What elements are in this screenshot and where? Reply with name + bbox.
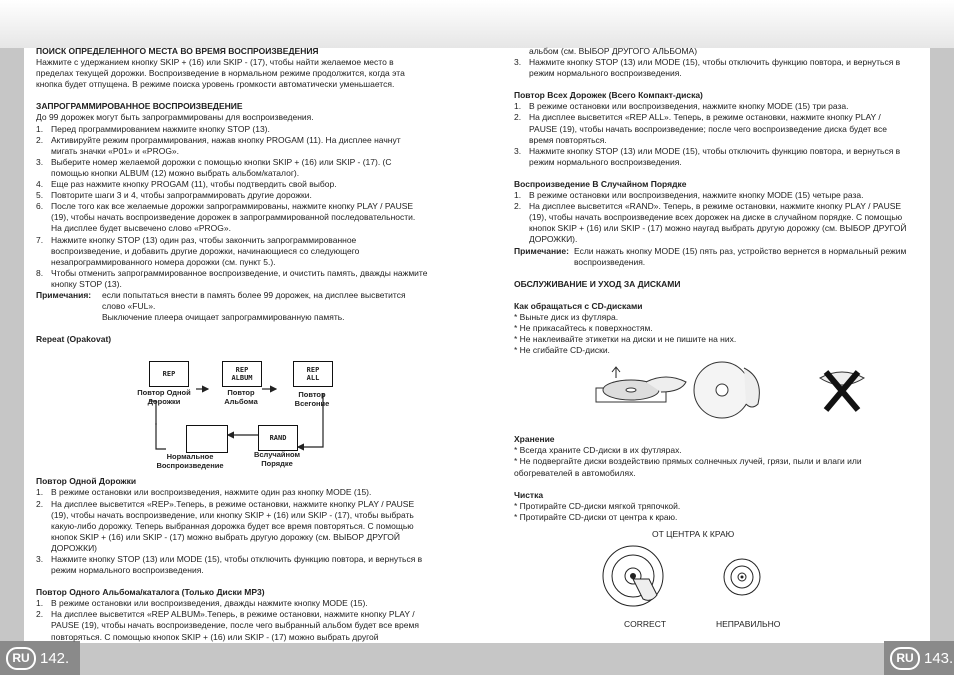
page-header-band [0, 0, 954, 48]
list-item [36, 235, 428, 268]
handling-title: Как обращаться с CD-дисками [514, 300, 643, 311]
list-item [36, 179, 428, 190]
list-item [514, 57, 910, 79]
storage-list [514, 445, 910, 478]
note-label: Примечание: [514, 245, 569, 256]
repeat-all-steps [514, 101, 910, 168]
storage-title: Хранение [514, 434, 555, 445]
item-number: 1. [36, 123, 44, 134]
list-item [514, 146, 910, 168]
list-item [36, 487, 428, 498]
page-number-left [0, 641, 80, 675]
random-note [514, 246, 910, 268]
cleaning-illustration [514, 523, 910, 635]
item-text: На дисплее высветится «REP ALBUM».Теперь, в режиме остановки, нажмите кнопку PLAY / PAUSE (19), чтобы начать воспроизведение, после чего выбранный альбом будет все время повторяться. С помощью кнопок SKIP + (16) или SKIP - (17) можно выбрать другой [51, 609, 419, 642]
handling-list [514, 312, 910, 356]
section-title-repeat-album: Повтор Одного Альбома/каталога (Только Диски MP3) [36, 587, 265, 598]
item-number: 2. [36, 134, 44, 145]
item-text: Выберите номер желаемой дорожки с помощью кнопки SKIP + (16) или SKIP - (17). (С помощью кнопки ALBUM (12) можно выбрать альбом/каталог). [51, 156, 392, 178]
language-badge: RU [6, 647, 36, 670]
item-number: 2. [514, 201, 522, 212]
label-repeat-one: Повтор Одной Дорожки [137, 388, 191, 407]
disc-held-edge-image [682, 358, 772, 422]
search-text: Нажмите с удержанием кнопку SKIP + (16) или SKIP - (17), чтобы найти желаемое место в пределах текущей дорожки. Воспроизведение в нормальном режиме продолжится, когда эта кнопка будет отпущена. В режиме поиска уровень громкости автоматически уменьшается. [36, 57, 405, 90]
list-item [36, 157, 428, 179]
bullet-item: * Выньте диск из футляра. [514, 311, 619, 322]
disc-from-case-image [586, 360, 696, 420]
bullet-item: * Протирайте CD-диски от центра к краю. [514, 511, 678, 522]
item-text: В режиме остановки или воспроизведения, нажмите кнопку MODE (15) четыре раза. [529, 190, 864, 201]
item-text: После того как все желаемые дорожки запрограммированы, нажмите кнопку PLAY / PAUSE (19), чтобы начать воспроизведение дорожек в запрограммированной последовательности. На дисплее будет высвечено слово «PROG». [51, 201, 416, 234]
correct-label: CORRECT [624, 618, 667, 629]
album-continued-text: альбом (см. ВЫБОР ДРУГОГО АЛЬБОМА) [529, 46, 698, 56]
list-item [36, 554, 428, 576]
item-number: 1. [514, 101, 522, 112]
item-text: Активируйте режим программирования, нажав кнопку PROGAM (11). На дисплее начнут мигать значки «P01» и «PROG». [51, 134, 401, 156]
list-item [36, 268, 428, 290]
cleaning-list [514, 501, 910, 523]
cleaning-title: Чистка [514, 489, 544, 500]
repeat-album-steps [36, 598, 428, 642]
list-item [36, 609, 428, 642]
list-item [36, 499, 428, 554]
right-margin-band [930, 48, 954, 643]
note-text: Если нажать кнопку MODE (15) пять раз, устройство вернется в нормальный режим воспроизведения. [574, 245, 907, 267]
item-text: В режиме остановки или воспроизведения, нажмите один раз кнопку MODE (15). [51, 487, 372, 498]
item-text: На дисплее высветится «REP ALL». Теперь, в режиме остановки, нажмите кнопку PLAY / PAUSE (19), чтобы начать воспроизведение; после чего воспроизведение диска будет все время повторяться. [529, 112, 887, 145]
bullet-item: * Всегда храните CD-диски в их футлярах. [514, 445, 682, 456]
item-number: 1. [514, 190, 522, 201]
list-item [36, 135, 428, 157]
random-steps [514, 190, 910, 245]
item-text: В режиме остановки или воспроизведения, нажмите кнопку MODE (15) три раза. [529, 101, 849, 112]
item-number: 2. [36, 498, 44, 509]
page-number: 143. [924, 649, 954, 667]
bullet-item: * Не прикасайтесь к поверхностям. [514, 322, 653, 333]
label-normal-play: Нормальное Воспроизведение [156, 452, 224, 471]
display-rand: RAND [258, 425, 298, 451]
footer-band [0, 643, 954, 675]
note-text: Выключение плеера очищает запрограммированную память. [102, 312, 345, 323]
program-note [36, 290, 428, 323]
list-item [36, 124, 428, 135]
item-number: 3. [36, 554, 44, 564]
correct-wipe-image [600, 543, 666, 609]
item-text: Чтобы отменить запрограммированное воспроизведение, и очистить память, дважды нажмите кнопку STOP (13). [51, 267, 428, 289]
display-blank [186, 425, 228, 453]
language-badge: RU [890, 647, 920, 670]
page-number-right [884, 641, 954, 675]
left-margin-band [0, 48, 24, 643]
right-column [514, 46, 910, 635]
disc-handling-illustrations [514, 356, 910, 434]
item-text: На дисплее высветится «REP».Теперь, в режиме остановки, нажмите кнопку PLAY / PAUSE (19), чтобы начать воспроизведение, или кнопку SKIP + (16) или SKIP - (17), чтобы выбрать какую-либо дорожку. Теперь выбранная дорожка будет все время повторяться. С помощью кнопок SKIP + (16) или SKIP - (17) можно выбрать другую дорожку (см. ВЫБОР ДРУГОЙ ДОРОЖКИ) [51, 498, 415, 553]
repeat-one-steps [36, 487, 428, 576]
page-number: 142. [40, 649, 70, 667]
item-number: 1. [36, 598, 44, 609]
section-title-program: ЗАПРОГРАММИРОВАННОЕ ВОСПРОИЗВЕДЕНИЕ [36, 101, 243, 112]
wrong-label: НЕПРАВИЛЬНО [716, 618, 781, 629]
bullet-item: * Не сгибайте CD-диски. [514, 345, 610, 356]
display-rep-album: REP ALBUM [222, 361, 262, 387]
section-title-repeat-all: Повтор Всех Дорожек (Всего Компакт-диска) [514, 90, 703, 101]
bullet-item: * Протирайте CD-диски мягкой тряпочкой. [514, 500, 681, 511]
item-number: 5. [36, 190, 44, 201]
list-item [36, 598, 428, 609]
section-title-repeat-one: Повтор Одной Дорожки [36, 476, 137, 487]
label-repeat-all: Повтор Всегоние [294, 390, 330, 409]
item-number: 2. [514, 112, 522, 123]
left-column [36, 46, 428, 643]
item-number: 3. [514, 57, 522, 68]
list-item [36, 201, 428, 234]
section-title-care: ОБСЛУЖИВАНИЕ И УХОД ЗА ДИСКАМИ [514, 278, 681, 289]
disc-bending-wrong-image [812, 358, 872, 418]
item-text: Перед программированием нажмите кнопку STOP (13). [51, 123, 270, 134]
item-number: 3. [36, 156, 44, 167]
note-text: если попытаться внести в память более 99 дорожек, на дисплее высветится слово «FUL». [102, 289, 406, 312]
section-title-search: ПОИСК ОПРЕДЕЛЕННОГО МЕСТА ВО ВРЕМЯ ВОСПРОИЗВЕДЕНИЯ [36, 46, 319, 56]
bullet-item: * Не наклеивайте этикетки на диски и не пишите на них. [514, 334, 737, 345]
item-number: 1. [36, 487, 44, 498]
section-title-repeat: Repeat (Opakovat) [36, 334, 112, 345]
item-text: Еще раз нажмите кнопку PROGAM (11), чтобы подтвердить свой выбор. [51, 179, 337, 190]
item-text: В режиме остановки или воспроизведения, дважды нажмите кнопку MODE (15). [51, 598, 368, 609]
list-item [514, 112, 910, 145]
item-text: Нажмите кнопку STOP (13) один раз, чтобы закончить запрограммированное воспроизведение, и добавить другие дорожки, начинающиеся со следующего незапрограммированного номера дорожки (см. пункт 5.). [51, 234, 360, 267]
center-to-edge-label: ОТ ЦЕНТРА К КРАЮ [652, 528, 735, 539]
item-text: На дисплее высветится «RAND». Теперь, в режиме остановки, нажмите кнопку PLAY / PAUSE (19), чтобы начать воспроизведение всех дорожек на диске в случайном порядке. С помощью кнопок SKIP + (16) или SKIP - (17) можно наугад выбрать другую дорожку (см. ВЫБОР ДРУГОЙ ДОРОЖКИ). [529, 201, 907, 245]
label-random-play: Вслучайном Порядке [253, 450, 301, 469]
item-text: Повторите шаги 3 и 4, чтобы запрограммировать другие дорожки. [51, 190, 312, 201]
list-item [36, 190, 428, 201]
item-text: Нажмите кнопку STOP (13) или MODE (15), чтобы отключить функцию повтора, и вернуться в режим нормального воспроизведения. [51, 554, 423, 576]
item-number: 2. [36, 609, 44, 620]
bullet-item: * Не подвергайте диски воздействию прямых солнечных лучей, грязи, пыли и влаги или обогревателей в автомобилях. [514, 456, 862, 478]
item-number: 3. [514, 145, 522, 156]
item-number: 8. [36, 267, 44, 278]
note-label: Примечания: [36, 289, 92, 300]
list-item [514, 201, 910, 245]
item-text: Нажмите кнопку STOP (13) или MODE (15), чтобы отключить функцию повтора, и вернуться в режим нормального воспроизведения. [529, 57, 901, 79]
item-number: 7. [36, 234, 44, 245]
display-rep: REP [149, 361, 189, 387]
item-number: 4. [36, 179, 44, 190]
label-repeat-album: Повтор Альбома [224, 388, 258, 407]
wrong-wipe-image [720, 557, 766, 599]
program-steps-list [36, 124, 428, 290]
list-item [514, 101, 910, 112]
display-rep-all: REP ALL [293, 361, 333, 387]
list-item [514, 190, 910, 201]
item-number: 6. [36, 201, 44, 212]
item-text: Нажмите кнопку STOP (13) или MODE (15), чтобы отключить функцию повтора, и вернуться в режим нормального воспроизведения. [529, 145, 901, 167]
repeat-mode-diagram [36, 345, 428, 471]
section-title-random: Воспроизведение В Случайном Порядке [514, 178, 687, 189]
program-intro: До 99 дорожек могут быть запрограммированы для воспроизведения. [36, 112, 314, 123]
